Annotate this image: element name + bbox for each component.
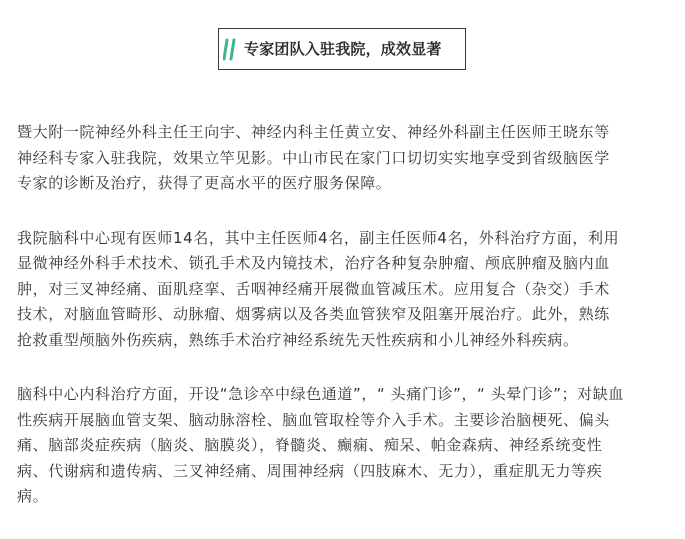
double-slash-icon bbox=[223, 37, 237, 62]
paragraph-line: 性疾病开展脑血管支架、脑动脉溶栓、脑血管取栓等介入手术。主要诊治脑梗死、偏头 bbox=[17, 410, 610, 429]
paragraph-line: 神经科专家入驻我院，效果立竿见影。中山市民在家门口切切实实地享受到省级脑医学 bbox=[17, 148, 610, 167]
paragraph-line: 病、代谢病和遗传病、三叉神经痛、周围神经病（四肢麻木、无力），重症肌无力等疾 bbox=[17, 461, 603, 480]
paragraph-internal-medicine bbox=[17, 382, 677, 510]
paragraph-line: 技术，对脑血管畸形、动脉瘤、烟雾病以及各类血管狭窄及阻塞开展治疗。此外，熟练 bbox=[17, 305, 610, 323]
paragraph-surgery bbox=[17, 226, 677, 354]
paragraph-line: 肿，对三叉神经痛、面肌痉挛、舌咽神经痛开展微血管减压术。应用复合（杂交）手术 bbox=[17, 279, 610, 298]
paragraph-line: 痛、脑部炎症疾病（脑炎、脑膜炎），脊髓炎、癫痫、痴呆、帕金森病、神经系统变性 bbox=[17, 436, 603, 454]
paragraph-line: 专家的诊断及治疗，获得了更高水平的医疗服务保障。 bbox=[17, 174, 392, 192]
paragraph-line: 显微神经外科手术技术、锁孔手术及内镜技术，治疗各种复杂肿瘤、颅底肿瘤及脑内血 bbox=[17, 254, 610, 272]
section-title: 专家团队入驻我院，成效显著 bbox=[244, 40, 442, 58]
paragraph-line: 脑科中心内科治疗方面，开设“急诊卒中绿色通道”，“ 头痛门诊”，“ 头晕门诊”；对缺血 bbox=[17, 385, 624, 403]
paragraph-line: 病。 bbox=[17, 487, 49, 505]
section-title-box bbox=[218, 28, 466, 70]
paragraph-line: 暨大附一院神经外科主任王向宇、神经内科主任黄立安、神经外科副主任医师王晓东等 bbox=[17, 123, 610, 141]
article-body bbox=[17, 120, 677, 539]
paragraph-experts bbox=[17, 120, 677, 197]
paragraph-line: 我院脑科中心现有医师14名，其中主任医师4名，副主任医师4名，外科治疗方面，利用 bbox=[17, 228, 620, 247]
paragraph-line: 抢救重型颅脑外伤疾病，熟练手术治疗神经系统先天性疾病和小儿神经外科疾病。 bbox=[17, 330, 579, 349]
